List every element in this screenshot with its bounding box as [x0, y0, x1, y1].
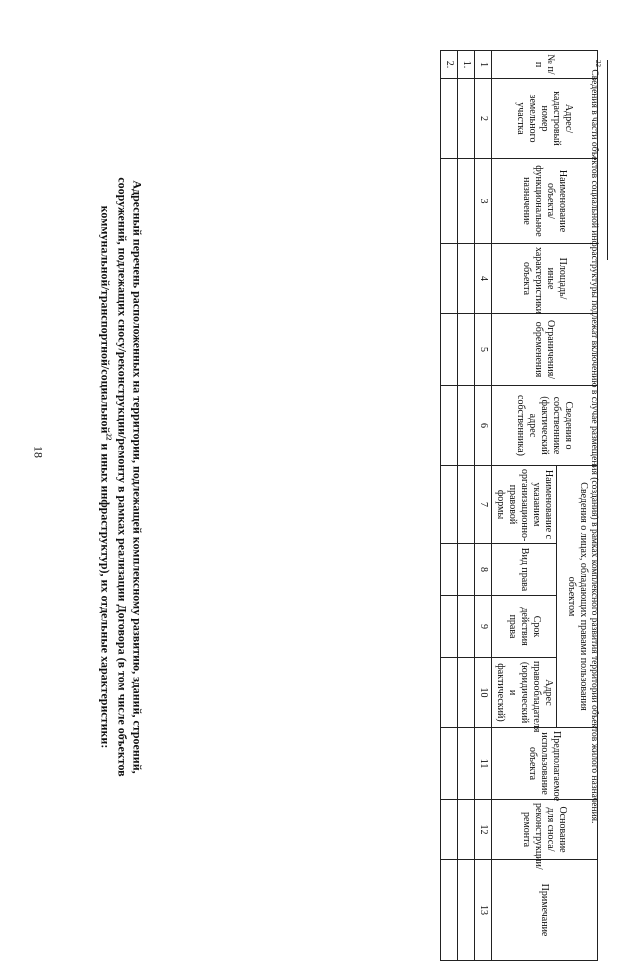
col-number: 9 — [475, 596, 492, 658]
col-number: 10 — [475, 658, 492, 728]
title-line-3: коммунальной/транспортной/социальной — [98, 205, 113, 434]
footnote-rule — [607, 60, 608, 260]
footnote-body: Сведения в части объектов социальной инфраструктуры подлежат включению в случае размещения (создания) в рамках комплексного развития территории объектов жилого назначения. — [588, 69, 599, 824]
title-block — [98, 82, 145, 872]
header-intended-use: Предполагаемое использование объекта — [492, 728, 598, 800]
header-area: Площадь/иные характеристики объекта — [492, 244, 598, 314]
objects-table-wrapper — [440, 50, 598, 937]
header-rightholders-group: Сведения о лицах, обладающих правами пользования объектом — [557, 466, 598, 728]
title-line-3-end: и иных инфраструктур), их отдельные характеристики: — [98, 440, 113, 749]
header-owner: Сведения о собственнике (фактический адрес собственника) — [492, 386, 598, 466]
col-number: 5 — [475, 314, 492, 386]
col-number: 8 — [475, 544, 492, 596]
footnote-block — [588, 60, 608, 850]
header-demolition-basis: Основание для сноса/ реконструкции/ ремонта — [492, 800, 598, 860]
col-number: 12 — [475, 800, 492, 860]
col-number: 4 — [475, 244, 492, 314]
row-number: 1. — [458, 51, 475, 79]
header-restrictions: Ограничения/ обременения — [492, 314, 598, 386]
page-number: 18 — [31, 446, 46, 458]
col-number: 2 — [475, 79, 492, 159]
table-row — [458, 51, 475, 961]
header-right-term: Срок действия права — [492, 596, 557, 658]
col-number: 13 — [475, 860, 492, 961]
footnote-mark: 22 — [594, 60, 602, 67]
document-title — [98, 82, 145, 872]
header-num: № п/п — [492, 51, 598, 79]
table-row — [441, 51, 458, 961]
col-number: 7 — [475, 466, 492, 544]
col-number: 3 — [475, 159, 492, 244]
header-note: Примечание — [492, 860, 598, 961]
header-right-type: Вид права — [492, 544, 557, 596]
col-number: 11 — [475, 728, 492, 800]
title-line-1: Адресный перечень расположенных на территории, подлежащей комплексному развитию, зданий, строений, — [130, 180, 145, 774]
column-numbers-row — [475, 51, 492, 961]
header-address: Адрес/ кадастровый номер земельного участка — [492, 79, 598, 159]
objects-table — [440, 50, 598, 961]
footnote-text — [588, 60, 604, 850]
row-number: 2. — [441, 51, 458, 79]
col-number: 1 — [475, 51, 492, 79]
title-line-2: сооружений, подлежащих сносу/реконструкции/ремонту в рамках реализации Договора (в том числе объектов — [116, 177, 130, 777]
footnote-ref: 22 — [104, 433, 113, 441]
header-holder-address: Адрес правообладателя (юридический и фактический) — [492, 658, 557, 728]
header-holder-name: Наименование с указанием организационно-правовой формы — [492, 466, 557, 544]
header-object-name: Наименование объекта/ функциональное назначение — [492, 159, 598, 244]
col-number: 6 — [475, 386, 492, 466]
